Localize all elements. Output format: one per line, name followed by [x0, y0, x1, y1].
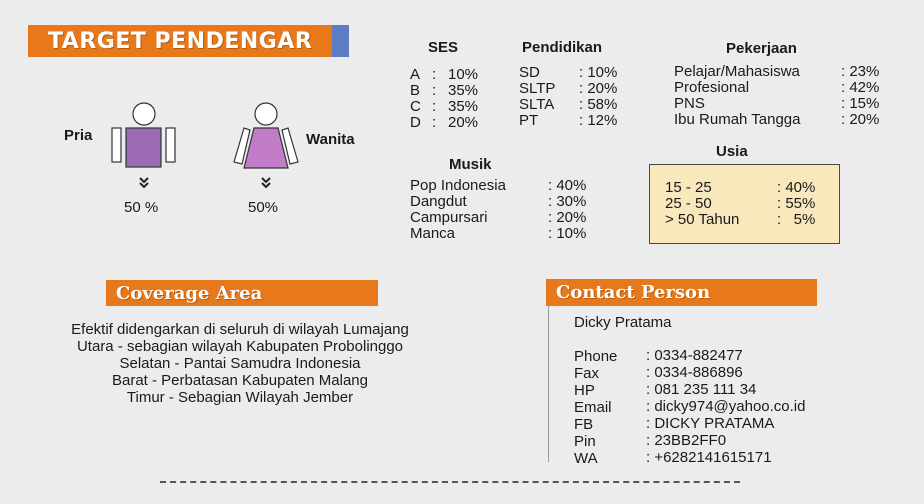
list-item: D : 20% — [410, 114, 479, 131]
list-item: WA : +6282141615171 — [574, 449, 772, 467]
list-item: Dangdut : 30% — [410, 193, 587, 210]
ses-heading: SES — [428, 39, 459, 56]
list-item: A : 10% — [410, 66, 479, 83]
male-figure-icon — [108, 100, 178, 192]
male-percentage: 50 % — [124, 199, 159, 216]
coverage-heading: Coverage Area — [106, 280, 378, 306]
list-item: Campursari : 20% — [410, 209, 587, 226]
coverage-line: Utara - sebagian wilayah Kabupaten Probolinggo — [76, 338, 404, 355]
coverage-line: Selatan - Pantai Samudra Indonesia — [119, 355, 361, 372]
list-item: SD : 10% — [519, 64, 618, 81]
list-item: Phone : 0334-882477 — [574, 347, 743, 365]
page-title: TARGET PENDENGAR — [28, 25, 332, 57]
ses-list — [410, 67, 500, 131]
list-item: Pop Indonesia : 40% — [410, 177, 587, 194]
list-item: Fax : 0334-886896 — [574, 364, 743, 382]
list-item: SLTP : 20% — [519, 80, 618, 97]
list-item: SLTA : 58% — [519, 96, 618, 113]
pekerjaan-list — [674, 64, 894, 128]
usia-heading: Usia — [716, 143, 748, 160]
list-item: 25 - 50 : 55% — [665, 195, 816, 212]
title-accent-bar — [332, 25, 349, 57]
pendidikan-list — [519, 65, 634, 129]
list-item: Pelajar/Mahasiswa : 23% — [674, 63, 880, 80]
list-item: Profesional : 42% — [674, 79, 880, 96]
pekerjaan-heading: Pekerjaan — [726, 40, 797, 57]
female-figure-icon — [230, 100, 302, 192]
bottom-dashed-divider — [160, 481, 740, 483]
list-item: Manca : 10% — [410, 225, 587, 242]
coverage-line: Timur - Sebagian Wilayah Jember — [126, 389, 354, 406]
list-item: HP : 081 235 111 34 — [574, 381, 757, 399]
list-item: PT : 12% — [519, 112, 618, 129]
musik-list — [410, 178, 605, 242]
male-label: Pria — [64, 127, 93, 144]
list-item: Ibu Rumah Tangga : 20% — [674, 111, 880, 128]
coverage-line: Barat - Perbatasan Kabupaten Malang — [111, 372, 368, 389]
list-item: > 50 Tahun : 5% — [665, 211, 816, 228]
contact-divider — [548, 306, 549, 462]
musik-heading: Musik — [449, 156, 492, 173]
list-item: PNS : 15% — [674, 95, 880, 112]
contact-list — [574, 347, 864, 466]
list-item: 15 - 25 : 40% — [665, 179, 816, 196]
list-item: B : 35% — [410, 82, 479, 99]
female-label: Wanita — [306, 131, 355, 148]
list-item: Email : dicky974@yahoo.co.id — [574, 398, 806, 416]
list-item: FB : DICKY PRATAMA — [574, 415, 775, 433]
list-item: C : 35% — [410, 98, 479, 115]
usia-box — [649, 164, 840, 244]
coverage-line: Efektif didengarkan di seluruh di wilayah Lumajang — [71, 321, 409, 338]
female-percentage: 50% — [248, 199, 279, 216]
list-item: Pin : 23BB2FF0 — [574, 432, 727, 450]
coverage-text — [26, 321, 454, 406]
contact-heading: Contact Person — [546, 279, 817, 306]
pendidikan-heading: Pendidikan — [522, 39, 603, 56]
contact-name: Dicky Pratama — [574, 314, 672, 331]
